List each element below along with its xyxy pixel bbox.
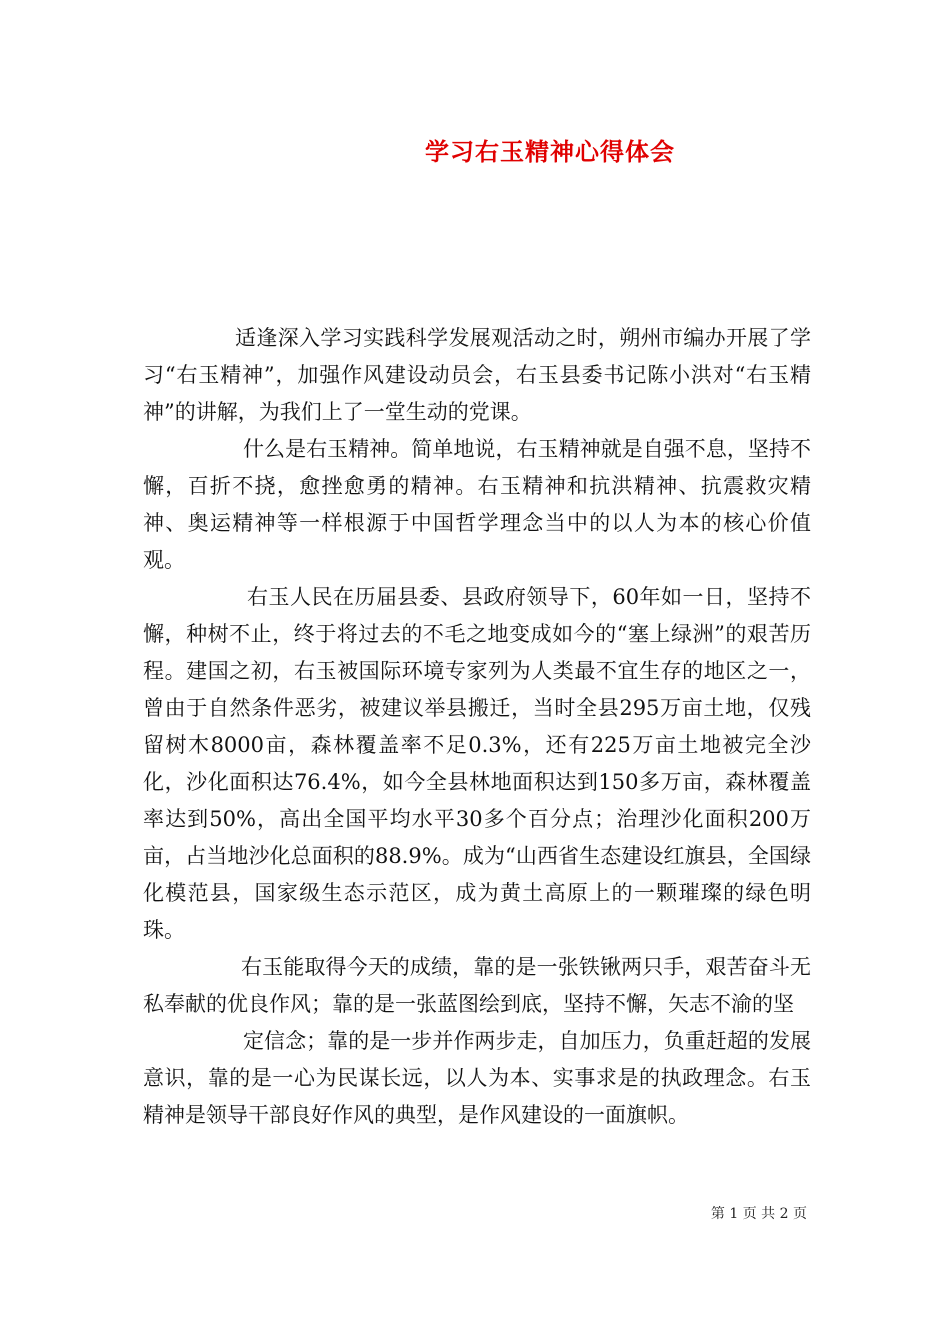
paragraph: 右玉人民在历届县委、县政府领导下，60年如一日，坚持不懈，种树不止，终于将过去的不毛之地变成如今的“塞上绿洲”的艰苦历程。建国之初，右玉被国际环境专家列为人类最不宜生存的地区之一，曾由于自然条件恶劣，被建议举县搬迁，当时全县295万亩土地，仅残留树木8000亩，森林覆盖率不足0.3%，还有225万亩土地被完全沙化，沙化面积达76.4%，如今全县林地面积达到150多万亩，森林覆盖率达到50%，高出全国平均水平30多个百分点；治理沙化面积200万亩，占当地沙化总面积的88.9%。成为“山西省生态建设红旗县，全国绿化模范县，国家级生态示范区，成为黄土高原上的一颗璀璨的绿色明珠。: [143, 585, 811, 942]
paragraph: 适逢深入学习实践科学发展观活动之时，朔州市编办开展了学习“右玉精神”，加强作风建设动员会，右玉县委书记陈小洪对“右玉精神”的讲解，为我们上了一堂生动的党课。: [143, 326, 811, 424]
document-title: 学习右玉精神心得体会: [425, 137, 675, 166]
page-number-footer: 第 1 页 共 2 页: [710, 1206, 807, 1222]
paragraph: 右玉能取得今天的成绩，靠的是一张铁锹两只手，艰苦奋斗无私奉献的优良作风；靠的是一张蓝图绘到底，坚持不懈，矢志不渝的坚: [143, 955, 811, 1016]
document-body: [143, 320, 811, 1134]
paragraph: 定信念；靠的是一步并作两步走，自加压力，负重赶超的发展意识，靠的是一心为民谋长远，以人为本、实事求是的执政理念。右玉精神是领导干部良好作风的典型，是作风建设的一面旗帜。: [143, 1029, 811, 1127]
paragraph: 什么是右玉精神。简单地说，右玉精神就是自强不息，坚持不懈，百折不挠，愈挫愈勇的精神。右玉精神和抗洪精神、抗震救灾精神、奥运精神等一样根源于中国哲学理念当中的以人为本的核心价值观。: [143, 437, 811, 572]
